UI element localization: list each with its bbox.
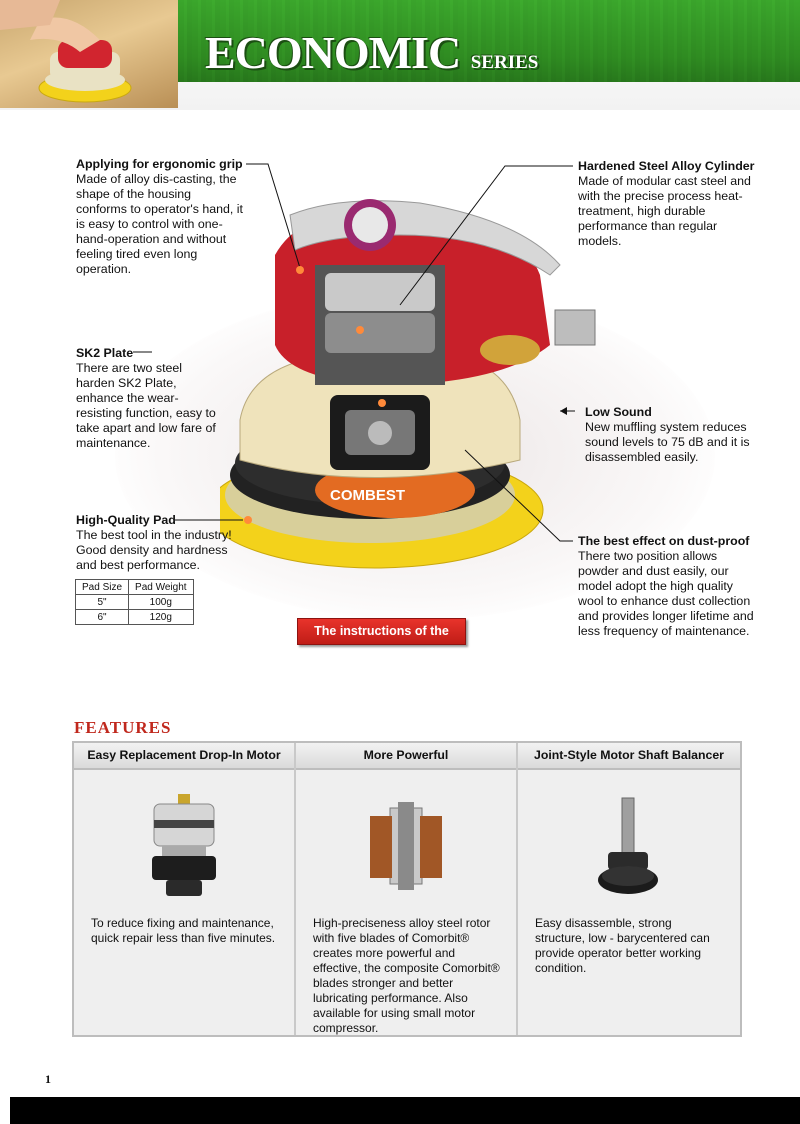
table-cell: 5" — [76, 595, 129, 610]
parts-instructions-button[interactable]: The instructions of the parts — [297, 618, 466, 645]
series-suffix: SERIES — [470, 52, 539, 73]
table-header: Pad Weight — [129, 580, 194, 595]
features-title: FEATURES — [74, 718, 172, 737]
callout-line: enhance the wear- — [76, 391, 179, 405]
callout-line: take apart and low fare of — [76, 421, 216, 435]
callout-line: wool to enhance dust collection — [578, 594, 751, 608]
callout-line: maintenance. — [76, 436, 151, 450]
series-title: ECONOMIC SERIES — [205, 27, 539, 78]
callout-pad-title: High-Quality Pad — [76, 513, 176, 527]
feature-body — [74, 770, 294, 1035]
feature-text: Easy disassemble, strong structure, low - barycentered can provide operator better working condition. — [535, 916, 710, 975]
callout-dust-proof-title: The best effect on dust-proof — [578, 534, 750, 548]
callout-line: Good density and hardness — [76, 543, 228, 557]
pad-size-table — [75, 579, 194, 625]
feature-text: High-preciseness alloy steel rotor with five blades of Comorbit® creates more powerful and effective, the composite Comorbit® blades stronger and better lubricating performance. Also available for using small motor compressor. — [313, 916, 500, 1035]
callout-line: There two position allows — [578, 549, 718, 563]
features-panel — [72, 741, 742, 1037]
callout-line: operation. — [76, 262, 132, 276]
callout-sk2-title: SK2 Plate — [76, 346, 134, 360]
callout-line: The best tool in the industry! — [76, 528, 232, 542]
feature-column — [296, 743, 516, 1035]
callout-line: harden SK2 Plate, — [76, 376, 177, 390]
shaft-balancer-image — [588, 794, 668, 904]
callout-line: feeling tired even long — [76, 247, 198, 261]
table-cell: 120g — [129, 610, 194, 625]
callout-line: and provides longer lifetime and — [578, 609, 754, 623]
callout-line: shape of the housing — [76, 187, 192, 201]
callout-line: Made of alloy dis-casting, the — [76, 172, 237, 186]
callout-line: model adopt the high quality — [578, 579, 733, 593]
callout-line: and best performance. — [76, 558, 200, 572]
callout-line: powder and dust easily, our — [578, 564, 729, 578]
callout-low-sound-title: Low Sound — [585, 405, 652, 419]
feature-column — [518, 743, 740, 1035]
callout-line: Made of modular cast steel and — [578, 174, 751, 188]
table-cell: 100g — [129, 595, 194, 610]
brand-print: COMBEST — [330, 487, 405, 504]
footer-bar — [10, 1097, 800, 1124]
feature-column — [74, 743, 294, 1035]
feature-heading: More Powerful — [296, 743, 516, 770]
feature-heading: Joint-Style Motor Shaft Balancer — [518, 743, 740, 770]
table-row — [76, 595, 194, 610]
callout-line: There are two steel — [76, 361, 183, 375]
callout-cylinder-title: Hardened Steel Alloy Cylinder — [578, 159, 755, 173]
callout-line: resisting function, easy to — [76, 406, 216, 420]
callout-line: hand-operation and without — [76, 232, 227, 246]
callout-line: less frequency of maintenance. — [578, 624, 750, 638]
callout-line: with the precise process heat- — [578, 189, 743, 203]
callout-line: models. — [578, 234, 622, 248]
callout-ergonomic-title: Applying for ergonomic grip — [76, 157, 243, 171]
feature-body — [296, 770, 516, 1035]
callout-line: disassembled easily. — [585, 450, 699, 464]
table-header: Pad Size — [76, 580, 129, 595]
table-cell: 6" — [76, 610, 129, 625]
callout-line: treatment, high durable — [578, 204, 706, 218]
feature-body — [518, 770, 740, 1035]
feature-text: To reduce fixing and maintenance, quick repair less than five minutes. — [91, 916, 276, 945]
callout-line: is easy to control with one- — [76, 217, 223, 231]
callout-line: conforms to operator's hand, it — [76, 202, 243, 216]
drop-in-motor-image — [144, 792, 224, 902]
callout-line: performance than regular — [578, 219, 718, 233]
callout-line: sound levels to 75 dB and it is — [585, 435, 750, 449]
feature-heading: Easy Replacement Drop-In Motor — [74, 743, 294, 770]
table-row — [76, 610, 194, 625]
rotor-image — [364, 798, 448, 894]
page-number: 1 — [45, 1072, 51, 1086]
callout-line: New muffling system reduces — [585, 420, 747, 434]
